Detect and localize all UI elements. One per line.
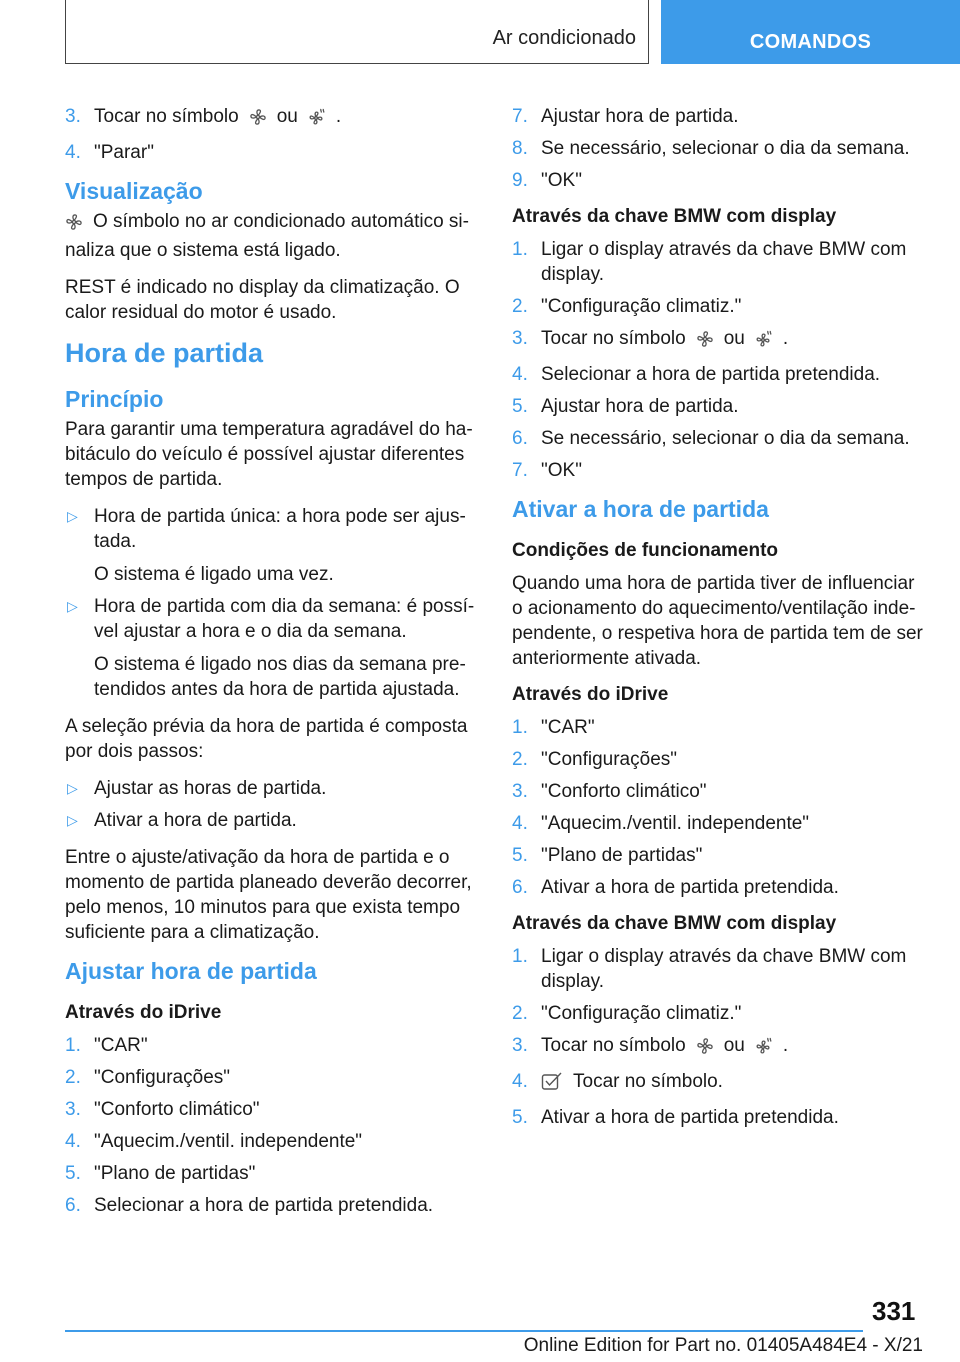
step-number: 5. — [512, 845, 528, 866]
list-item — [512, 362, 927, 387]
step-text: ou — [723, 328, 745, 349]
triangle-bullet-icon: ▷ — [67, 780, 78, 796]
step-text: "Conforto climático" — [541, 781, 707, 802]
paragraph: A seleção prévia da hora de partida é composta por dois passos: — [65, 716, 468, 762]
bullet-text: Ajustar as horas de partida. — [94, 778, 327, 799]
header-section-box — [65, 0, 649, 64]
subheading-chave-bmw: Através da chave BMW com display — [512, 206, 837, 227]
checkbox-icon — [541, 1071, 563, 1098]
step-number: 4. — [65, 1131, 81, 1152]
step-number: 7. — [512, 106, 528, 127]
list-item — [512, 237, 927, 287]
bullet-text: Ativar a hora de partida. — [94, 810, 297, 831]
step-text: Tocar no símbolo — [94, 106, 239, 127]
step-text: Ativar a hora de partida pretendida. — [541, 1107, 839, 1128]
page-number: 331 — [872, 1296, 916, 1326]
step-number: 2. — [512, 749, 528, 770]
list-item — [65, 504, 475, 587]
left-column — [65, 104, 475, 1230]
list-item — [512, 394, 927, 419]
step-text: "Aquecim./ventil. independente" — [541, 813, 810, 834]
step-number: 1. — [512, 946, 528, 967]
step-text: "Configurações" — [94, 1067, 231, 1088]
triangle-bullet-icon: ▷ — [67, 508, 78, 524]
list-item — [65, 1065, 475, 1090]
step-text: . — [782, 328, 789, 349]
step-number: 7. — [512, 460, 528, 481]
step-number: 4. — [65, 142, 81, 163]
step-text: "Configurações" — [541, 749, 678, 770]
step-text: "Plano de partidas" — [94, 1163, 256, 1184]
step-number: 2. — [65, 1067, 81, 1088]
bullet-subtext: O sistema é ligado nos dias da semana pretendidos antes da hora de partida ajustada. — [94, 654, 466, 700]
step-number: 1. — [512, 239, 528, 260]
list-item — [512, 779, 927, 804]
step-text: Tocar no símbolo — [541, 328, 686, 349]
step-text: Ativar a hora de partida pretendida. — [541, 877, 839, 898]
step-text: Ligar o display através da chave BMW com display. — [541, 239, 907, 285]
list-item — [65, 140, 475, 165]
bullet-text: Hora de partida única: a hora pode ser ajustada. — [94, 506, 466, 552]
idrive-steps-list — [65, 1033, 475, 1218]
paragraph: Quando uma hora de partida tiver de influenciar o acionamento do aquecimento/ventilação independente, o respetiva hora de partida tem de ser anteriormente ativada. — [512, 573, 923, 669]
step-text: . — [335, 106, 342, 127]
right-column — [512, 104, 927, 1142]
paragraph: Entre o ajuste/ativação da hora de partida e o momento de partida planeado deverão decorrer, pelo menos, 10 minutos para que exista tempo suficiente para a climatização. — [65, 847, 472, 943]
step-number: 4. — [512, 813, 528, 834]
step-number: 5. — [65, 1163, 81, 1184]
top-steps-list — [65, 104, 475, 165]
step-number: 6. — [512, 877, 528, 898]
step-text: Selecionar a hora de partida pretendida. — [541, 364, 881, 385]
bullet-list — [65, 776, 475, 833]
paragraph — [65, 209, 475, 263]
list-item — [512, 426, 927, 451]
heading-principio: Princípio — [65, 386, 164, 412]
step-number: 4. — [512, 364, 528, 385]
step-number: 6. — [65, 1195, 81, 1216]
list-item — [512, 458, 927, 483]
chave-steps-list — [512, 944, 927, 1130]
list-item — [512, 944, 927, 994]
bullet-list — [65, 504, 475, 702]
heading-visualizacao: Visualização — [65, 178, 203, 204]
step-number: 2. — [512, 296, 528, 317]
list-item — [65, 104, 475, 133]
step-text: Selecionar a hora de partida pretendida. — [94, 1195, 434, 1216]
step-text: "Parar" — [94, 142, 154, 163]
list-item — [512, 326, 927, 355]
subheading-idrive: Através do iDrive — [65, 1002, 222, 1023]
list-item — [512, 1001, 927, 1026]
bullet-text: Hora de partida com dia da semana: é possível ajustar a hora e o dia da semana. — [94, 596, 475, 642]
list-item — [512, 811, 927, 836]
step-text: "CAR" — [94, 1035, 148, 1056]
list-item — [65, 594, 475, 702]
subheading-idrive: Através do iDrive — [512, 684, 669, 705]
list-item — [512, 136, 927, 161]
step-text: . — [782, 1035, 789, 1056]
step-number: 8. — [512, 138, 528, 159]
step-number: 4. — [512, 1071, 528, 1092]
bullet-subtext: O sistema é ligado uma vez. — [94, 564, 334, 585]
triangle-bullet-icon: ▷ — [67, 812, 78, 828]
step-text: ou — [723, 1035, 745, 1056]
list-item — [512, 747, 927, 772]
heading-hora-de-partida: Hora de partida — [65, 338, 264, 368]
fan-icon — [696, 330, 714, 355]
step-text: Ajustar hora de partida. — [541, 106, 739, 127]
list-item — [65, 1033, 475, 1058]
step-number: 5. — [512, 396, 528, 417]
step-number: 1. — [65, 1035, 81, 1056]
list-item — [512, 715, 927, 740]
list-item — [65, 776, 475, 801]
step-number: 5. — [512, 1107, 528, 1128]
step-text: "Configuração climatiz." — [541, 296, 742, 317]
fan-icon — [65, 213, 83, 238]
list-item — [512, 1105, 927, 1130]
step-text: ou — [276, 106, 298, 127]
fan-icon — [696, 1037, 714, 1062]
list-item — [65, 1161, 475, 1186]
triangle-bullet-icon: ▷ — [67, 598, 78, 614]
step-text: "Aquecim./ventil. independente" — [94, 1131, 363, 1152]
heading-ajustar: Ajustar hora de partida — [65, 958, 317, 984]
step-number: 3. — [65, 1099, 81, 1120]
list-item — [512, 843, 927, 868]
step-text: Tocar no símbolo. — [573, 1071, 723, 1092]
step-text: Ajustar hora de partida. — [541, 396, 739, 417]
list-item — [512, 294, 927, 319]
step-number: 3. — [65, 106, 81, 127]
paragraph: REST é indicado no display da climatização. O calor residual do motor é usado. — [65, 277, 460, 323]
list-item — [65, 808, 475, 833]
chave-steps-list — [512, 237, 927, 483]
step-text: "Plano de partidas" — [541, 845, 703, 866]
step-text: Ligar o display através da chave BMW com display. — [541, 946, 907, 992]
header-tab-comandos: COMANDOS — [661, 0, 960, 64]
subheading-condicoes: Condições de funcionamento — [512, 540, 779, 561]
step-number: 3. — [512, 781, 528, 802]
list-item — [512, 875, 927, 900]
fan-heat-icon — [755, 1037, 773, 1062]
subheading-chave-bmw: Através da chave BMW com display — [512, 913, 837, 934]
list-item — [65, 1097, 475, 1122]
footer-edition: Online Edition for Part no. 01405A484E4 - X/21 — [523, 1335, 923, 1356]
list-item — [512, 1033, 927, 1062]
list-item — [65, 1193, 475, 1218]
heading-ativar: Ativar a hora de partida — [512, 496, 769, 522]
footer-divider — [65, 1330, 863, 1332]
step-text: Se necessário, selecionar o dia da semana. — [541, 138, 910, 159]
step-number: 1. — [512, 717, 528, 738]
fan-icon — [249, 108, 267, 133]
list-item — [512, 1069, 927, 1098]
paragraph-text: O símbolo no ar condicionado automático sinaliza que o sistema está ligado. — [65, 211, 469, 261]
list-item — [65, 1129, 475, 1154]
step-text: Se necessário, selecionar o dia da semana. — [541, 428, 910, 449]
idrive-steps-list — [512, 715, 927, 900]
list-item — [512, 104, 927, 129]
step-text: "OK" — [541, 170, 582, 191]
step-number: 3. — [512, 1035, 528, 1056]
step-text: "Configuração climatiz." — [541, 1003, 742, 1024]
step-number: 9. — [512, 170, 528, 191]
fan-heat-icon — [755, 330, 773, 355]
step-text: Tocar no símbolo — [541, 1035, 686, 1056]
step-number: 2. — [512, 1003, 528, 1024]
fan-heat-icon — [308, 108, 326, 133]
step-number: 3. — [512, 328, 528, 349]
step-number: 6. — [512, 428, 528, 449]
step-text: "Conforto climático" — [94, 1099, 260, 1120]
step-text: "OK" — [541, 460, 582, 481]
cont-steps-list — [512, 104, 927, 193]
header-section-title: Ar condicionado — [492, 27, 636, 49]
step-text: "CAR" — [541, 717, 595, 738]
paragraph: Para garantir uma temperatura agradável do habitáculo do veículo é possível ajustar diferentes tempos de partida. — [65, 419, 473, 490]
list-item — [512, 168, 927, 193]
